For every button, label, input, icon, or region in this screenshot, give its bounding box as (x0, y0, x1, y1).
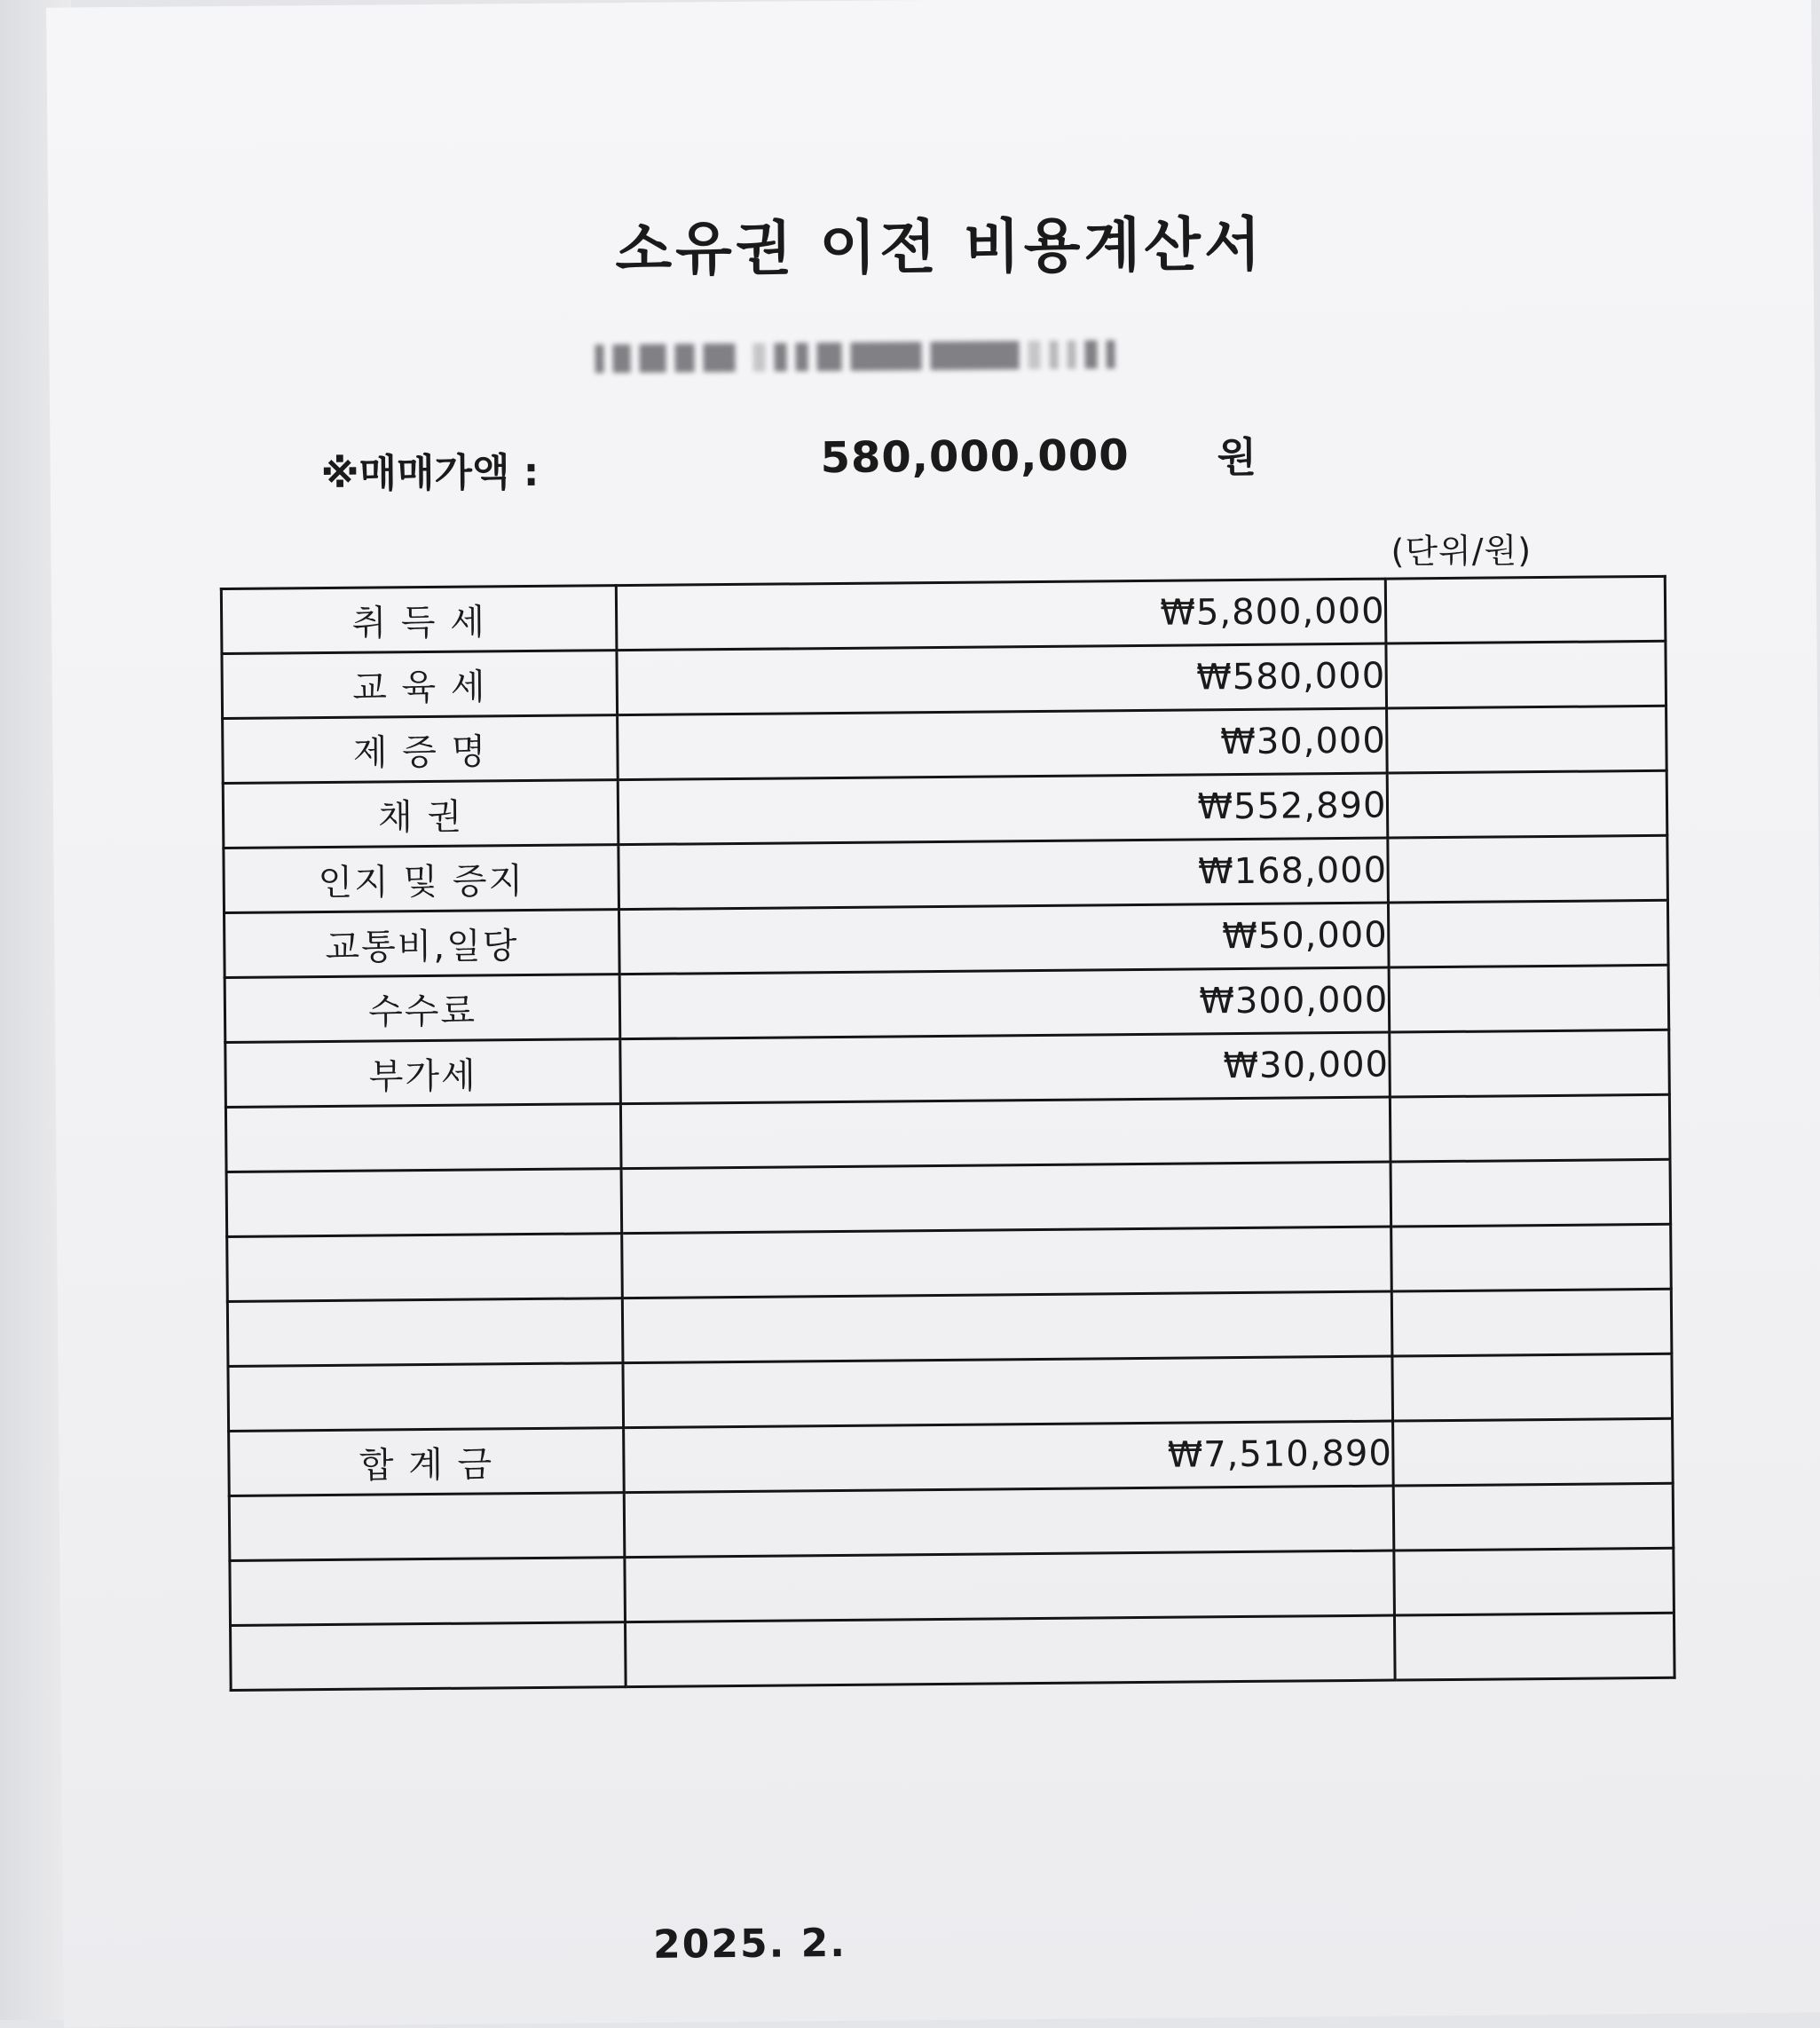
cost-note (1388, 770, 1667, 838)
cost-amount: ₩30,000 (618, 708, 1388, 780)
cost-note (1390, 1030, 1669, 1097)
table-row (225, 965, 1669, 1042)
cost-item (229, 1493, 625, 1561)
cost-amount (623, 1291, 1393, 1363)
table-row (226, 1159, 1671, 1236)
cost-note (1394, 1548, 1674, 1615)
sale-price-value: 580,000,000 (820, 430, 1130, 484)
cost-note (1389, 900, 1668, 967)
table-row (228, 1353, 1673, 1431)
document-title: 소유권 이전 비용계산서 (614, 209, 1265, 285)
table-row (227, 1289, 1672, 1366)
cost-note (1391, 1159, 1670, 1227)
cost-note (1386, 641, 1666, 708)
table-row (221, 576, 1666, 653)
cost-note (1395, 1613, 1674, 1680)
cost-note (1393, 1418, 1673, 1486)
cost-amount (622, 1227, 1392, 1298)
cost-item (228, 1363, 624, 1432)
cost-item: 부가세 (225, 1039, 621, 1108)
table-row (229, 1483, 1674, 1560)
sale-price-row (50, 420, 1816, 506)
cost-amount: ₩552,890 (618, 773, 1388, 845)
cost-item: 인지 및 증지 (224, 845, 619, 913)
cost-item (227, 1298, 623, 1367)
cost-amount: ₩168,000 (618, 838, 1389, 910)
cost-note (1391, 1224, 1671, 1291)
cost-item: 채 권 (223, 780, 618, 848)
cost-item: 제 증 명 (223, 715, 618, 784)
cost-note (1386, 576, 1666, 643)
cost-item (226, 1169, 622, 1237)
cost-item (230, 1558, 626, 1626)
cost-note (1394, 1483, 1674, 1551)
cost-amount: ₩30,000 (620, 1032, 1391, 1104)
document-sheet (46, 0, 1820, 2028)
cost-amount (624, 1486, 1394, 1558)
unit-note: (단위/원) (1391, 531, 1532, 572)
cost-amount (621, 1097, 1391, 1169)
table-row (225, 1094, 1670, 1172)
cost-amount: ₩7,510,890 (624, 1421, 1394, 1493)
cost-amount: ₩5,800,000 (616, 579, 1386, 651)
sale-price-unit: 원 (1217, 432, 1257, 482)
cost-item: 수수료 (225, 975, 620, 1043)
cost-amount (626, 1615, 1396, 1687)
table-row (227, 1224, 1672, 1301)
redacted-address (595, 326, 1393, 384)
cost-item (225, 1104, 621, 1172)
cost-amount: ₩300,000 (619, 967, 1390, 1039)
cost-table (220, 575, 1676, 1692)
table-row (224, 835, 1668, 912)
cost-item: 취 득 세 (221, 586, 617, 654)
table-row (230, 1548, 1674, 1625)
cost-amount (625, 1551, 1395, 1622)
document-date: 2025. 2. (652, 1920, 847, 1968)
cost-item: 합 계 금 (229, 1428, 625, 1496)
cost-amount (621, 1162, 1391, 1234)
cost-item (227, 1234, 623, 1302)
sale-price-label: ※매매가액 : (320, 449, 540, 498)
cost-note (1392, 1289, 1672, 1356)
cost-amount (623, 1356, 1393, 1428)
cost-item: 교 육 세 (222, 651, 618, 719)
cost-note (1390, 965, 1669, 1032)
cost-amount: ₩580,000 (617, 643, 1387, 715)
cost-item (231, 1622, 626, 1691)
table-row (231, 1613, 1675, 1690)
cost-item: 교통비,일당 (225, 910, 620, 978)
table-row (229, 1418, 1674, 1495)
cost-note (1388, 835, 1667, 903)
cost-note (1392, 1353, 1672, 1421)
table-row (223, 706, 1667, 783)
cost-note (1387, 706, 1666, 773)
table-row (225, 1030, 1670, 1107)
cost-note (1391, 1094, 1670, 1162)
table-row (223, 770, 1667, 848)
table-row (225, 900, 1669, 977)
table-row (222, 641, 1666, 718)
cost-amount: ₩50,000 (619, 903, 1390, 975)
